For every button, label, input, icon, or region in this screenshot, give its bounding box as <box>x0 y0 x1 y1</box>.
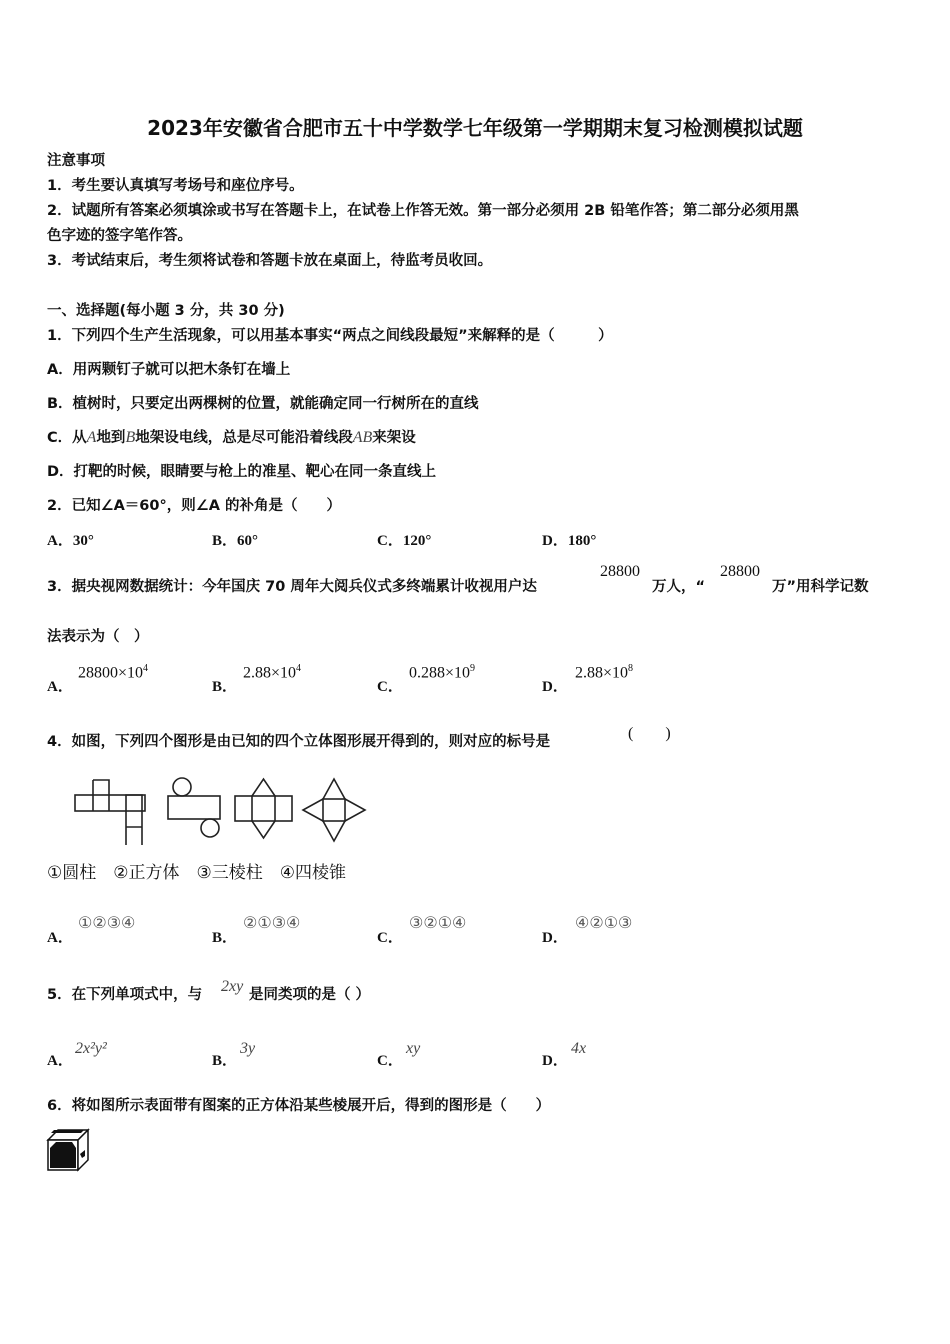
q1-option-d: D．打靶的时候，眼睛要与枪上的准星、靶心在同一条直线上 <box>47 464 437 480</box>
q5-label-a: A． <box>47 1053 73 1069</box>
q2-option: C．120° <box>377 533 432 549</box>
q5-option: xy <box>406 1040 421 1057</box>
math: AB <box>352 429 373 446</box>
math: B <box>125 429 136 446</box>
q4-stem: 4．如图，下列四个图形是由已知的四个立体图形展开得到的，则对应的标号是 <box>47 734 551 750</box>
text: 地架设电线，总是尽可能沿着线段 <box>135 430 353 446</box>
q3-label-a: A． <box>47 679 73 695</box>
q5-option: 4x <box>571 1040 587 1057</box>
q2-stem: 2．已知∠A＝60°，则∠A 的补角是（ ） <box>47 498 342 514</box>
exp: 4 <box>143 663 149 674</box>
q4-paren: ( ) <box>628 725 671 742</box>
q2-option: A．30° <box>47 533 94 549</box>
q6-stem: 6．将如图所示表面带有图案的正方体沿某些棱展开后，得到的图形是（ ） <box>47 1098 551 1114</box>
q3-label-c: C． <box>377 679 403 695</box>
q1-option-b: B．植树时，只要定出两棵树的位置，就能确定同一行树所在的直线 <box>47 396 479 412</box>
q5-label-d: D． <box>542 1053 568 1069</box>
math: A <box>86 429 97 446</box>
notice-item: 3．考试结束后，考生须将试卷和答题卡放在桌面上，待监考员收回。 <box>47 253 493 269</box>
q3-option-expr <box>243 663 301 682</box>
exp: 4 <box>296 663 302 674</box>
q5-stem: 是同类项的是（ ） <box>249 987 371 1003</box>
q4-label-c: C． <box>377 930 403 946</box>
q3-stem: 万”用科学记数 <box>772 579 869 595</box>
q5-expr: 2xy <box>221 978 244 995</box>
q3-stem: 3．据央视网数据统计：今年国庆 70 周年大阅兵仪式多终端累计收视用户达 <box>47 579 537 595</box>
q4-option: ③②①④ <box>409 915 467 932</box>
q4-option: ①②③④ <box>78 915 136 932</box>
q4-label-d: D． <box>542 930 568 946</box>
q3-option-expr <box>575 663 633 682</box>
q3-option-expr <box>409 663 475 682</box>
cube-pattern-figure <box>46 1128 90 1172</box>
cube-net <box>75 780 145 845</box>
q4-nets-figure <box>70 775 380 845</box>
text: 来架设 <box>372 430 416 446</box>
q1-stem: 1．下列四个生产生活现象，可以用基本事实“两点之间线段最短”来解释的是（ ） <box>47 328 613 344</box>
exp: 8 <box>628 663 634 674</box>
cylinder-net <box>168 778 220 837</box>
text: 地到 <box>96 430 126 446</box>
q3-label-d: D． <box>542 679 568 695</box>
q3-label-b: B． <box>212 679 238 695</box>
q2-option: D．180° <box>542 533 597 549</box>
q4-label-a: A． <box>47 930 73 946</box>
notice-item: 2．试题所有答案必须填涂或书写在答题卡上，在试卷上作答无效。第一部分必须用 2B 铅笔作答；第二部分必须用黑 <box>47 203 799 219</box>
exp: 9 <box>470 663 476 674</box>
q5-label-b: B． <box>212 1053 238 1069</box>
q4-option: ④②①③ <box>575 915 633 932</box>
q5-option: 3y <box>240 1040 256 1057</box>
base: 28800×10 <box>78 664 144 682</box>
q5-stem: 5．在下列单项式中，与 <box>47 987 203 1003</box>
section-heading: 一、选择题(每小题 3 分，共 30 分) <box>47 303 285 319</box>
q1-option-a: A．用两颗钉子就可以把木条钉在墙上 <box>47 362 291 378</box>
q4-label-b: B． <box>212 930 238 946</box>
q3-number: 28800 <box>600 563 640 580</box>
text: C．从 <box>47 430 87 446</box>
q3-stem: 万人，“ <box>652 579 706 595</box>
base: 2.88×10 <box>575 664 629 682</box>
q2-option: B．60° <box>212 533 259 549</box>
q4-option: ②①③④ <box>243 915 301 932</box>
notice-item: 1．考生要认真填写考场号和座位序号。 <box>47 178 304 194</box>
notice-heading: 注意事项 <box>47 153 105 169</box>
q4-legend: ①圆柱 ②正方体 ③三棱柱 ④四棱锥 <box>47 863 346 883</box>
q5-label-c: C． <box>377 1053 403 1069</box>
base: 0.288×10 <box>409 664 471 682</box>
page-title: 2023年安徽省合肥市五十中学数学七年级第一学期期末复习检测模拟试题 <box>147 116 803 140</box>
q3-number: 28800 <box>720 563 760 580</box>
q3-stem: 法表示为（ ） <box>47 629 149 645</box>
prism-net <box>235 779 292 838</box>
q1-option-c <box>47 428 416 448</box>
notice-item: 色字迹的签字笔作答。 <box>47 228 192 244</box>
base: 2.88×10 <box>243 664 297 682</box>
pyramid-net <box>303 779 365 841</box>
q5-option: 2x²y² <box>75 1040 107 1057</box>
q3-option-expr <box>78 663 148 682</box>
